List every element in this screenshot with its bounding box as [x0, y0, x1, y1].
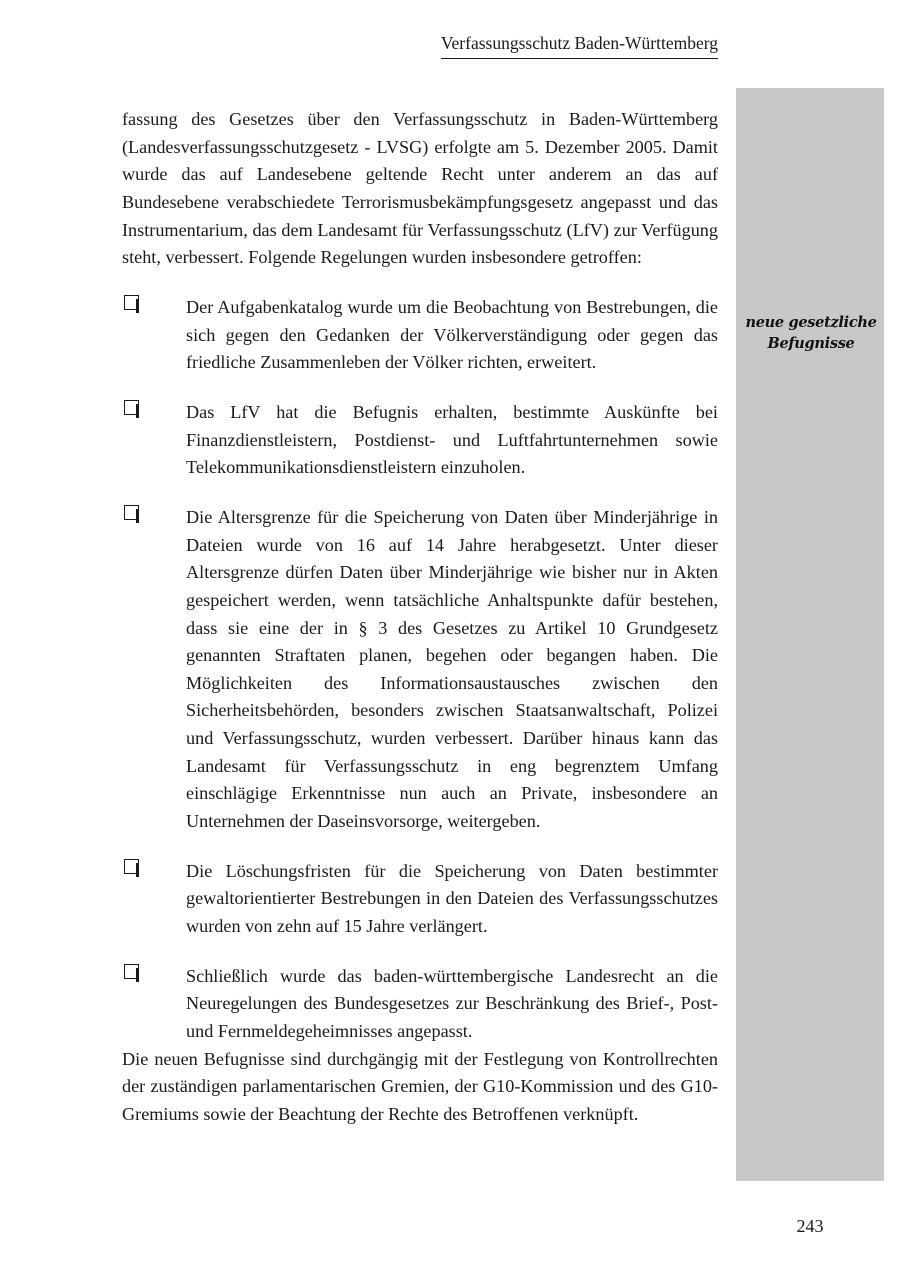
list-item-text: Das LfV hat die Befugnis erhalten, bestimmte Auskünfte bei Finanzdienstleistern, Postdienst- und Luftfahrtunternehmen sowie Telekommunikationsdienstleistern einzuholen. [186, 401, 718, 478]
list-item-text: Die Löschungsfristen für die Speicherung von Daten bestimmter gewaltorientierter Bestrebungen in den Dateien des Verfassungsschutzes wurden von zehn auf 15 Jahre verlängert. [186, 860, 718, 937]
running-head [0, 33, 736, 59]
list-item-text: Der Aufgabenkatalog wurde um die Beobachtung von Bestrebungen, die sich gegen den Gedanken der Völkerverständigung oder gegen das friedliche Zusammenleben der Völker richten, erweitert. [186, 296, 718, 373]
checkbox-bullet-icon [124, 400, 139, 415]
intro-paragraph: fassung des Gesetzes über den Verfassungsschutz in Baden-Württemberg (Landesverfassungsschutzgesetz - LVSG) erfolgte am 5. Dezember 2005. Damit wurde das auf Landesebene geltende Recht unter anderem an das auf Bundesebene verabschiedete Terrorismusbekämpfungsgesetz angepasst und das Instrumentarium, das dem Landesamt für Verfassungsschutz (LfV) zur Verfügung steht, verbessert. Folgende Regelungen wurden insbesondere getroffen: [122, 109, 718, 268]
list-item [122, 294, 718, 377]
checkbox-bullet-icon [124, 505, 139, 520]
margin-band [736, 88, 884, 1181]
page-body [122, 106, 718, 1129]
checkbox-bullet-icon [124, 859, 139, 874]
page-number: 243 [796, 1216, 824, 1236]
checkbox-bullet-icon [124, 295, 139, 310]
closing-paragraph: Die neuen Befugnisse sind durchgängig mit der Festlegung von Kontrollrechten der zuständigen parlamentarischen Gremien, der G10-Kommission und des G10-Gremiums sowie der Beachtung der Rechte des Betroffenen verknüpft. [122, 1048, 718, 1124]
running-head-text: Verfassungsschutz Baden-Württemberg [441, 33, 718, 59]
list-item-text: Die Altersgrenze für die Speicherung von Daten über Minderjährige in Dateien wurde von 16 auf 14 Jahre herabgesetzt. Unter dieser Altersgrenze dürfen Daten über Minderjährige wie bisher nur in Akten gespeichert werden, wenn tatsächliche Anhaltspunkte dafür bestehen, dass sie eine der in § 3 des Gesetzes zu Artikel 10 Grundgesetz genannten Straftaten planen, begehen oder begangen haben. Die Möglichkeiten des Informationsaustausches zwischen den Sicherheitsbehörden, besonders zwischen Staatsanwaltschaft, Polizei und Verfassungsschutz, wurden verbessert. Darüber hinaus kann das Landesamt für Verfassungsschutz in eng begrenztem Umfang einschlägige Erkenntnisse nun auch an Private, insbesondere an Unternehmen der Daseinsvorsorge, weitergeben. [186, 506, 718, 832]
list-item [122, 858, 718, 941]
list-item [122, 399, 718, 482]
bullet-list [122, 294, 718, 1046]
list-item [122, 963, 718, 1046]
margin-note: neue gesetzliche Befugnisse [745, 314, 877, 353]
list-item [122, 504, 718, 836]
list-item-text: Schließlich wurde das baden-württembergische Landesrecht an die Neuregelungen des Bundesgesetzes zur Beschränkung des Brief-, Post- und Fernmeldegeheimnisses angepasst. [186, 965, 718, 1042]
checkbox-bullet-icon [124, 964, 139, 979]
